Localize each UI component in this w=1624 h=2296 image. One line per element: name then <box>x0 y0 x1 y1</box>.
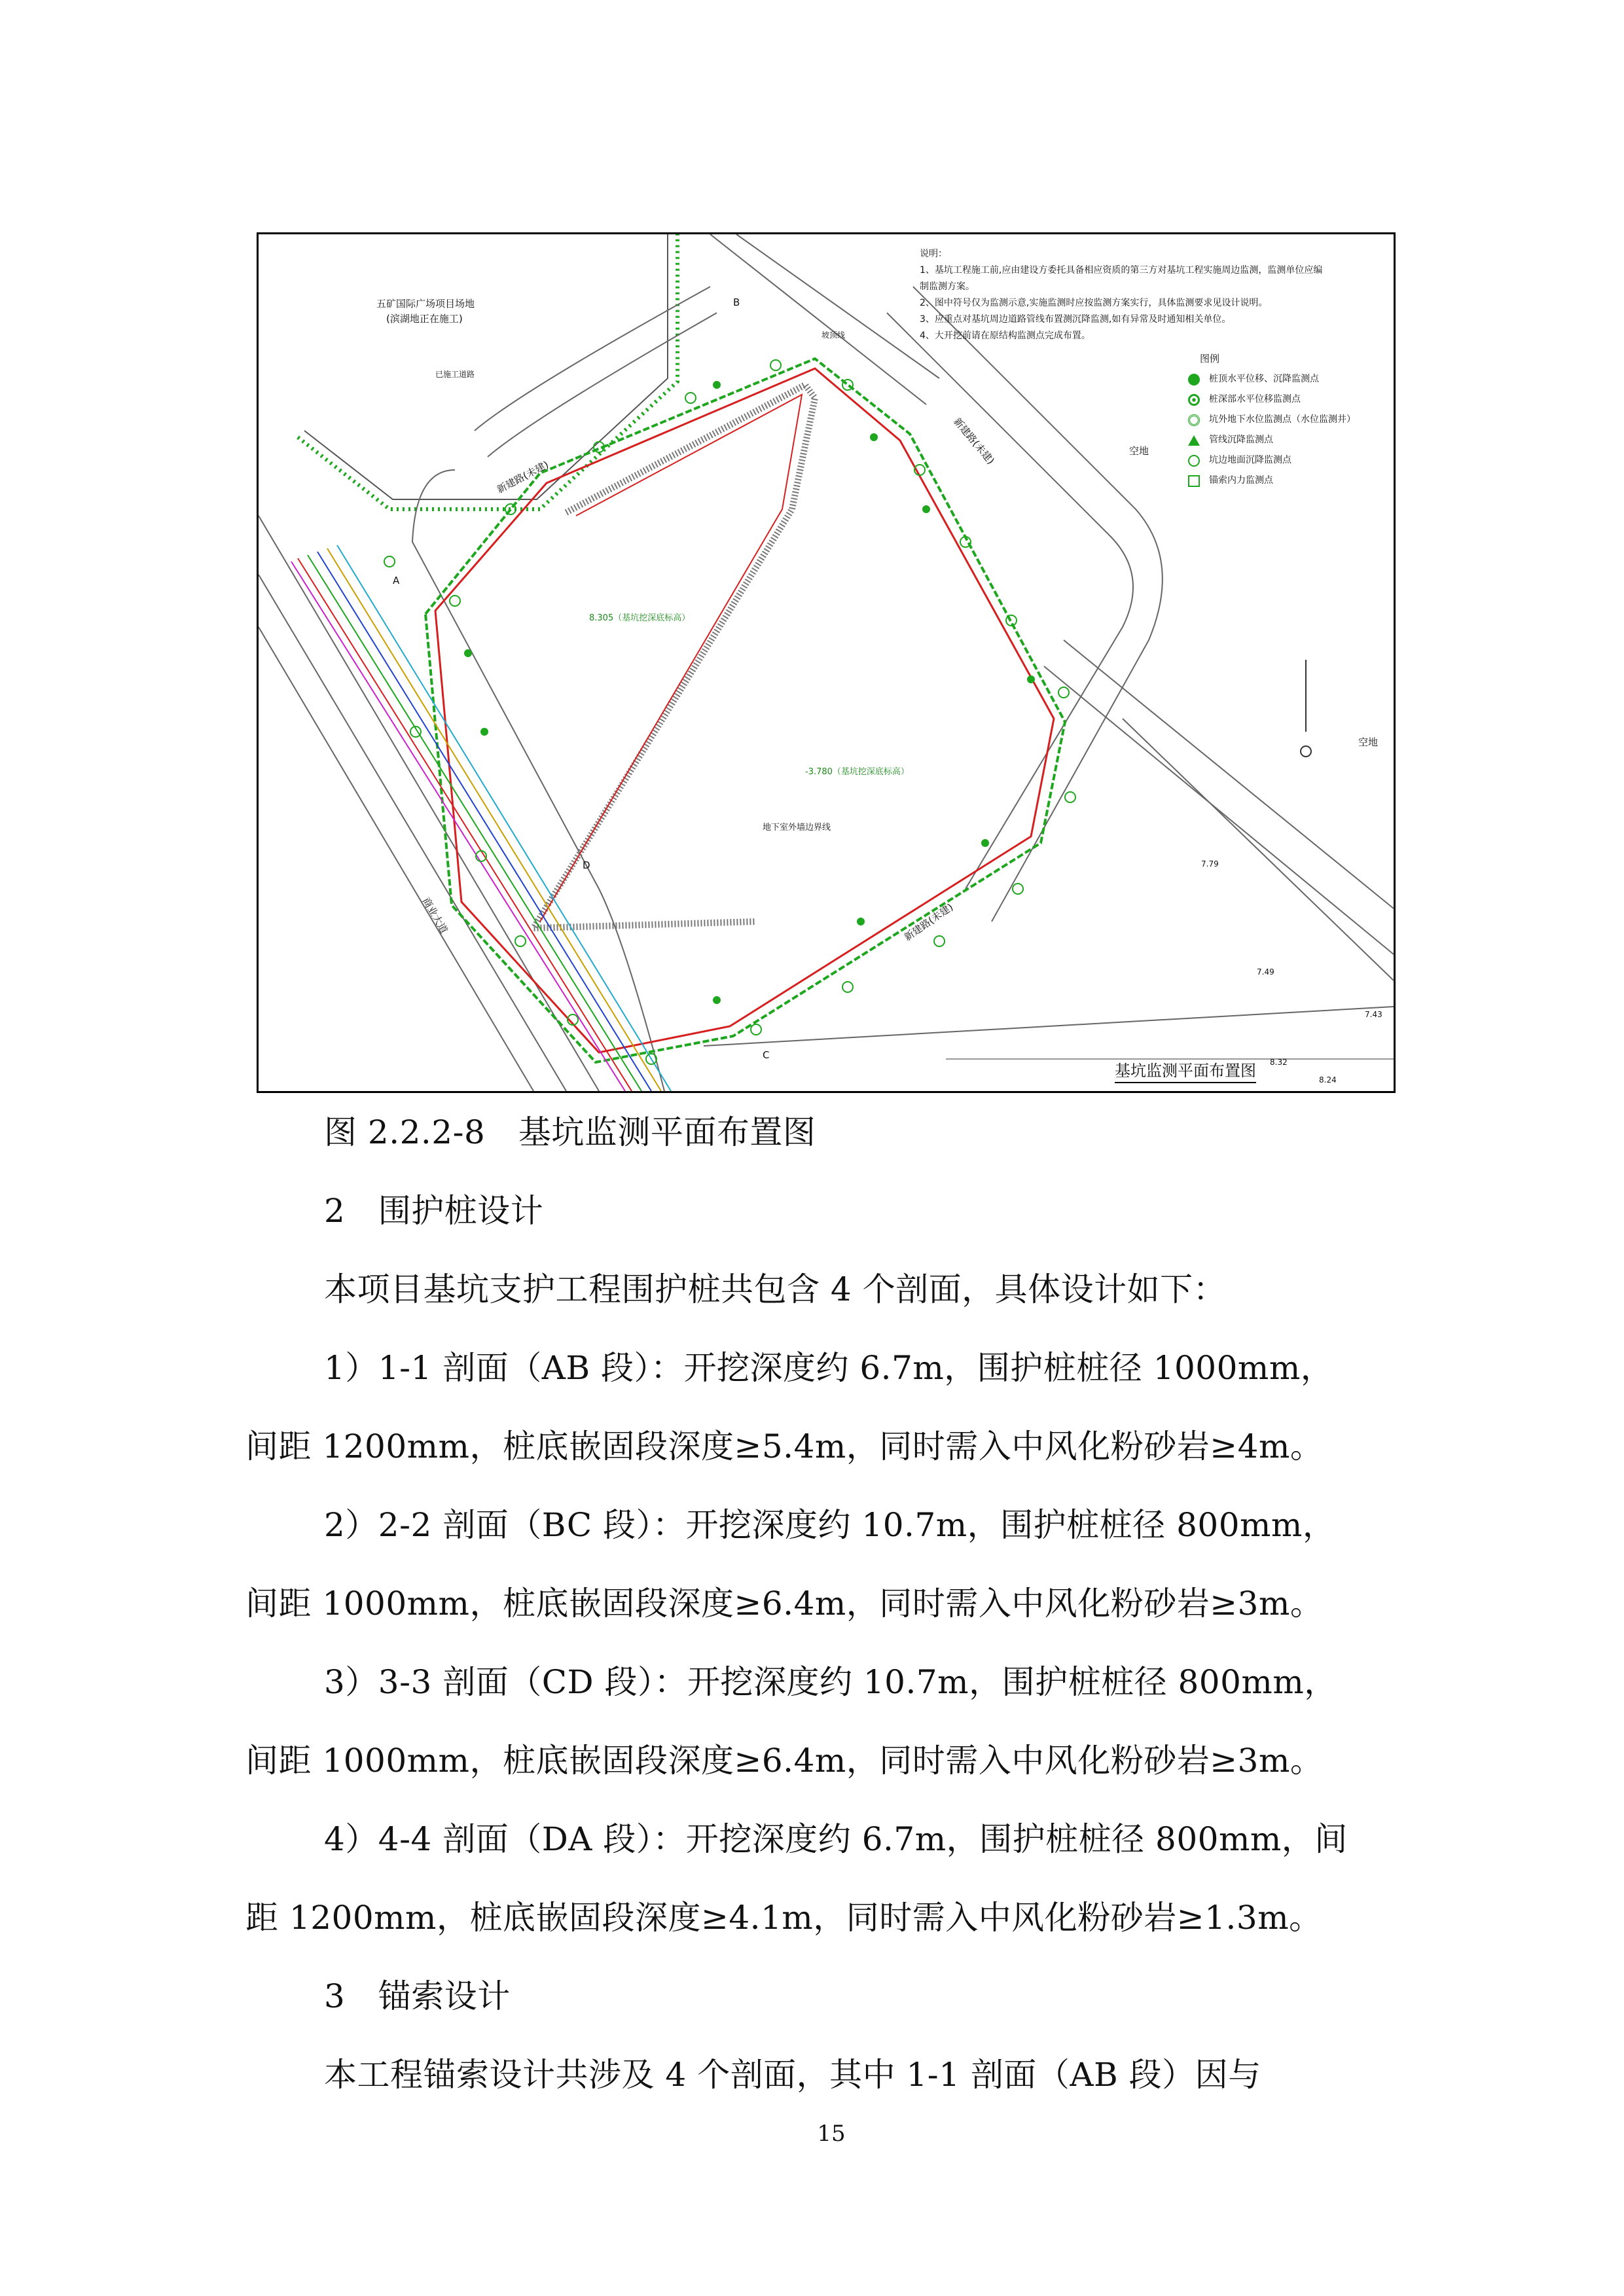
elevation-label: 8.24 <box>1319 1075 1337 1085</box>
note-line: 3、应重点对基坑周边道路管线布置测沉降监测,如有异常及时通知相关单位。 <box>920 314 1231 325</box>
site-label: 五矿国际广场项目场地 <box>376 298 475 310</box>
section-heading: 3 锚索设计 <box>324 1977 511 2015</box>
legend-title: 图例 <box>1200 353 1220 365</box>
drawing-notes <box>920 246 1378 344</box>
paragraph: 本项目基坑支护工程围护桩共包含 4 个剖面，具体设计如下： <box>324 1270 1227 1308</box>
basement-line-label: 地下室外墙边界线 <box>763 823 831 833</box>
paragraph: 3）3-3 剖面（CD 段）：开挖深度约 10.7m，围护桩桩径 800mm， <box>324 1663 1337 1701</box>
legend-item <box>1188 389 1384 410</box>
note-line: 1、基坑工程施工前,应由建设方委托具备相应资质的第三方对基坑工程实施周边监测，监测单位应编 <box>920 265 1323 276</box>
paragraph: 间距 1000mm，桩底嵌固段深度≥6.4m，同时需入中风化粉砂岩≥3m。 <box>245 1585 1324 1623</box>
circle-grid-icon <box>1188 414 1200 426</box>
east-marker-circle <box>1301 746 1311 757</box>
section-heading: 2 围护桩设计 <box>324 1192 544 1230</box>
paragraph: 4）4-4 剖面（DA 段）：开挖深度约 6.7m，围护桩桩径 800mm，间 <box>324 1820 1348 1858</box>
note-line: 4、大开挖前请在原结构监测点完成布置。 <box>920 331 1091 341</box>
figure-caption: 图 2.2.2-8 基坑监测平面布置图 <box>324 1113 816 1151</box>
road-east-label: 新建路(未建) <box>951 415 997 467</box>
paragraph: 1）1-1 剖面（AB 段）：开挖深度约 6.7m，围护桩桩径 1000mm， <box>324 1349 1334 1387</box>
filled-circle-star-icon <box>1188 374 1200 386</box>
circle-cross-icon <box>1188 394 1200 406</box>
paragraph: 2）2-2 剖面（BC 段）：开挖深度约 10.7m，围护桩桩径 800mm， <box>324 1506 1336 1544</box>
page-number: 15 <box>817 2121 846 2147</box>
road-south-label: 新建路(未建) <box>901 901 956 944</box>
legend-label: 坑边地面沉降监测点 <box>1209 455 1291 465</box>
empty-area-label: 空地 <box>1129 445 1149 457</box>
square-icon <box>1188 475 1200 487</box>
paragraph: 间距 1200mm，桩底嵌固段深度≥5.4m，同时需入中风化粉砂岩≥4m。 <box>245 1427 1324 1465</box>
legend-item <box>1188 369 1384 389</box>
site-boundary-line <box>298 234 677 509</box>
road-north-label: 新建路(未建) <box>495 458 551 496</box>
legend-label: 桩深部水平位移监测点 <box>1209 394 1301 404</box>
elevation-label: 7.79 <box>1201 859 1219 869</box>
legend-item <box>1188 450 1384 471</box>
legend-item <box>1188 471 1384 491</box>
legend-item <box>1188 410 1384 430</box>
road-built-label: 已施工道路 <box>435 370 475 379</box>
pit-outline-green <box>425 359 1065 1062</box>
pit-level-label: -3.780（基坑挖深底标高） <box>805 767 909 777</box>
elevation-label: 7.43 <box>1365 1010 1382 1019</box>
legend-label: 坑外地下水位监测点（水位监测井） <box>1209 414 1356 425</box>
monitoring-plan-figure <box>257 232 1396 1093</box>
empty-area-label: 空地 <box>1358 736 1379 748</box>
point-label: A <box>393 575 400 586</box>
point-label: D <box>583 859 590 871</box>
note-line: 2、图中符号仅为监测示意,实施监测时应按监测方案实行，具体监测要求见设计说明。 <box>920 298 1268 308</box>
elevation-label: 7.49 <box>1257 967 1274 977</box>
legend-label: 桩顶水平位移、沉降监测点 <box>1209 374 1319 384</box>
note-line: 制监测方案。 <box>920 281 975 292</box>
legend-label: 管线沉降监测点 <box>1209 435 1273 445</box>
drawing-title: 基坑监测平面布置图 <box>1115 1058 1256 1083</box>
road-west-label: 商业大道 <box>420 895 450 936</box>
slope-label: 坡顶线 <box>821 331 846 340</box>
point-label: B <box>733 296 740 308</box>
site-boundary-inner <box>304 234 668 499</box>
pit-level-label: 8.305（基坑挖深底标高） <box>589 613 691 623</box>
elevation-label: 8.32 <box>1270 1058 1288 1067</box>
notes-title: 说明： <box>920 249 947 259</box>
paragraph: 距 1200mm，桩底嵌固段深度≥4.1m，同时需入中风化粉砂岩≥1.3m。 <box>245 1899 1322 1937</box>
triangle-icon <box>1188 435 1200 446</box>
drawing-legend <box>1188 349 1384 491</box>
utility-corridor <box>291 545 671 1091</box>
legend-item <box>1188 430 1384 450</box>
site-sub-label: (滨湖地正在施工) <box>386 313 463 325</box>
point-label: C <box>763 1049 770 1061</box>
open-circle-icon <box>1188 455 1200 467</box>
paragraph: 本工程锚索设计共涉及 4 个剖面，其中 1-1 剖面（AB 段）因与 <box>324 2056 1261 2094</box>
legend-label: 锚索内力监测点 <box>1209 475 1273 486</box>
paragraph: 间距 1000mm，桩底嵌固段深度≥6.4m，同时需入中风化粉砂岩≥3m。 <box>245 1742 1324 1780</box>
